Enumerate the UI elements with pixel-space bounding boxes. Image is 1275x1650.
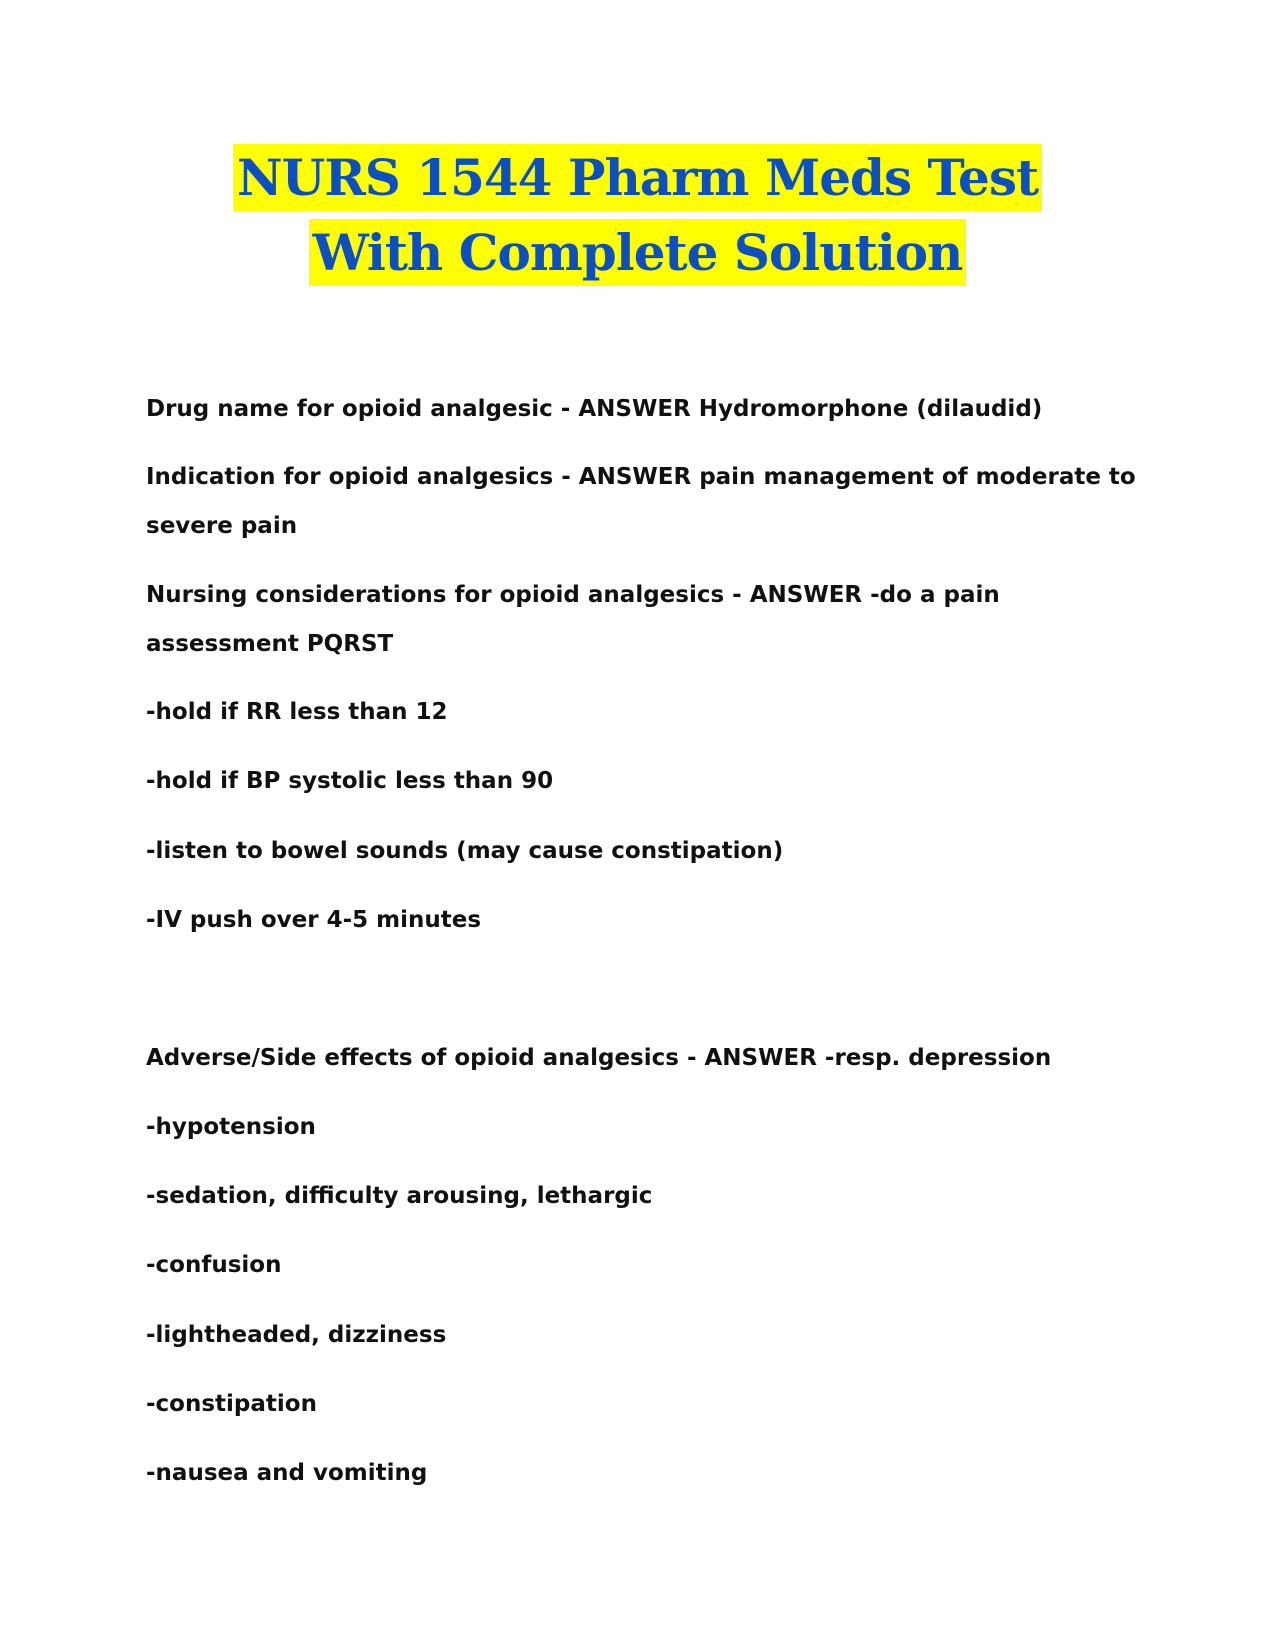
document-title-line-1 (0, 145, 1275, 211)
qa-line: -confusion (146, 1252, 282, 1278)
qa-line: -hold if RR less than 12 (146, 699, 448, 725)
qa-line: -hold if BP systolic less than 90 (146, 768, 554, 794)
qa-line: -listen to bowel sounds (may cause constipation) (146, 838, 784, 864)
qa-line: severe pain (146, 513, 298, 539)
qa-line: Adverse/Side effects of opioid analgesics - ANSWER -resp. depression (146, 1045, 1052, 1071)
qa-line: Nursing considerations for opioid analgesics - ANSWER -do a pain (146, 582, 1000, 608)
qa-line: -IV push over 4-5 minutes (146, 907, 482, 933)
document-title-line-2 (0, 220, 1275, 286)
qa-line: -nausea and vomiting (146, 1460, 428, 1486)
qa-line: assessment PQRST (146, 631, 394, 657)
qa-line: -constipation (146, 1391, 317, 1417)
title-highlight-1: NURS 1544 Pharm Meds Test (233, 144, 1042, 211)
qa-line: Drug name for opioid analgesic - ANSWER Hydromorphone (dilaudid) (146, 396, 1043, 422)
qa-line: -sedation, difficulty arousing, lethargic (146, 1183, 653, 1209)
qa-line: -hypotension (146, 1114, 316, 1140)
qa-line: -lightheaded, dizziness (146, 1322, 447, 1348)
qa-line: Indication for opioid analgesics - ANSWER pain management of moderate to (146, 464, 1136, 490)
title-highlight-2: With Complete Solution (309, 219, 967, 286)
